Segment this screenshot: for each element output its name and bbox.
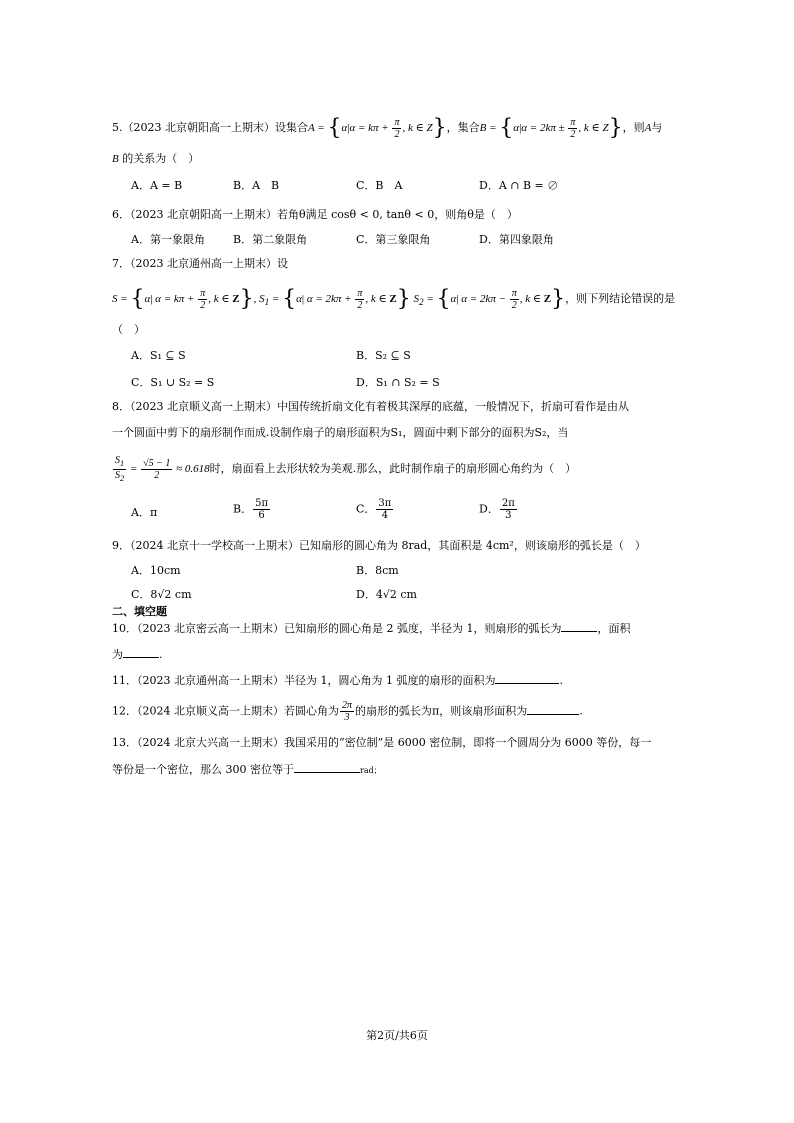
question-10-line-1 bbox=[112, 619, 630, 637]
q8-option-a: A．π bbox=[131, 506, 158, 519]
q7-option-c: C．S₁ ∪ S₂ = S bbox=[131, 376, 215, 389]
question-10-line-2 bbox=[112, 645, 163, 663]
question-6-line-1: 6．（2023 北京朝阳高一上期末）若角θ满足 cosθ < 0, tanθ < 0，则角θ是（ ） bbox=[112, 208, 518, 221]
q12-text-a: 12．（2024 北京顺义高一上期末）若圆心角为 bbox=[112, 704, 339, 718]
q5-option-a: A．A = B bbox=[131, 179, 183, 192]
q12-blank[interactable] bbox=[527, 702, 579, 715]
question-5-line-2: B 的关系为（ ） bbox=[112, 152, 200, 165]
question-5-line-1: 5.（2023 北京朝阳高一上期末）设集合A = {α|α = kπ + $\frac{\pi}{2}$ , k ∈ Z}，集合B = {α|α = 2kπ ± $\frac{\pi}{2}$ , k ∈ Z}，则A与 bbox=[112, 115, 663, 141]
q10-text-c: 为 bbox=[112, 648, 123, 661]
question-12 bbox=[112, 700, 583, 723]
q13-text-a: 等份是一个密位，那么 300 密位等于 bbox=[112, 763, 294, 776]
q10-blank-area[interactable] bbox=[123, 645, 159, 658]
q8-ratio: $\frac{S_1}{S_2}$ = $\frac{√5 - 1}{2}$ ≈ 0.618 bbox=[115, 455, 210, 483]
q7-option-d: D．S₁ ∩ S₂ = S bbox=[356, 376, 440, 389]
q9-option-d: D．4√2 cm bbox=[356, 588, 417, 601]
q9-option-b: B．8cm bbox=[356, 564, 399, 577]
q9-option-a: A．10cm bbox=[131, 564, 181, 577]
q11-blank[interactable] bbox=[495, 671, 559, 684]
question-13-line-2 bbox=[112, 760, 382, 779]
q6-option-c: C．第三象限角 bbox=[356, 233, 431, 246]
q5-tail2: 与 bbox=[651, 121, 663, 135]
q5-option-d: D．A ∩ B = ∅ bbox=[479, 179, 559, 192]
q10-text-b: ，面积 bbox=[597, 622, 631, 635]
question-7-line-1: 7．（2023 北京通州高一上期末）设 bbox=[112, 257, 288, 270]
question-11 bbox=[112, 671, 563, 689]
question-7-sets: S = {α| α = kπ + $\frac{\pi}{2}$ , k ∈ Z}, $S_1 = \{\alpha|$ α = 2kπ + $\frac{\pi}{2}$ , k ∈ Z} $S_2 = \{\alpha|$ α = 2kπ − $\frac{\pi}{2}$ , k ∈ Z}，则下列结论错误的是 bbox=[112, 286, 676, 312]
q8-option-b: B． $\frac{5\pi}{6}$ bbox=[233, 498, 269, 521]
q8-line3: 时，扇面看上去形状较为美观.那么，此时制作扇子的扇形圆心角约为（ ） bbox=[209, 462, 577, 476]
q5-lead: 5.（2023 北京朝阳高一上期末）设集合 bbox=[112, 121, 308, 135]
section-heading-fill-in: 二、填空题 bbox=[112, 605, 167, 618]
q11-text: 11．（2023 北京通州高一上期末）半径为 1，圆心角为 1 弧度的扇形的面积为 bbox=[112, 674, 496, 687]
question-13-line-1: 13．（2024 北京大兴高一上期末）我国采用的“密位制”是 6000 密位制，即将一个圆周分为 6000 等份，每一 bbox=[112, 736, 652, 749]
q7-tail: ，则下列结论错误的是 bbox=[565, 292, 676, 306]
q8-option-d: D． $\frac{2\pi}{3}$ bbox=[479, 498, 515, 521]
q6-option-d: D．第四象限角 bbox=[479, 233, 554, 246]
q10-text-d: . bbox=[159, 648, 163, 661]
question-9-line-1: 9．（2024 北京十一学校高一上期末）已知扇形的圆心角为 8rad，其面积是 4cm²，则该扇形的弧长是（ ） bbox=[112, 539, 646, 552]
q5-option-c: C．B A bbox=[356, 179, 403, 192]
q10-blank-arc[interactable] bbox=[561, 619, 597, 632]
q11-end: . bbox=[559, 674, 563, 687]
q5-setB: B = {α|α = 2kπ ± $\frac{\pi}{2}$ , k ∈ Z} bbox=[479, 115, 623, 141]
question-8-line-1: 8．（2023 北京顺义高一上期末）中国传统折扇文化有着极其深厚的底蕴，一般情况下，折扇可看作是由从 bbox=[112, 400, 629, 413]
q8-option-c: C． $\frac{3\pi}{4}$ bbox=[356, 498, 392, 521]
q5-setA: A = {α|α = kπ + $\frac{\pi}{2}$ , k ∈ Z} bbox=[308, 115, 447, 141]
q7-paren: （ ） bbox=[112, 323, 145, 336]
q5-mid: ，集合 bbox=[446, 121, 480, 135]
q6-option-a: A．第一象限角 bbox=[131, 233, 205, 246]
question-8-line-2: 一个圆面中剪下的扇形制作而成.设制作扇子的扇形面积为S₁，圆面中剩下部分的面积为S₂，当 bbox=[112, 426, 569, 439]
q6-option-b: B．第二象限角 bbox=[233, 233, 308, 246]
q13-blank[interactable] bbox=[294, 760, 360, 773]
q5-tail: ，则 bbox=[622, 121, 645, 135]
q7-option-a: A．S₁ ⊆ S bbox=[131, 349, 186, 362]
page-footer: 第2页/共6页 bbox=[366, 1029, 428, 1042]
question-8-line-3 bbox=[112, 455, 576, 484]
q10-text-a: 10．（2023 北京密云高一上期末）已知扇形的圆心角是 2 弧度，半径为 1，则扇形的弧长为 bbox=[112, 622, 562, 635]
q12-end: . bbox=[579, 704, 583, 718]
q12-text-b: 的扇形的弧长为π，则该扇形面积为 bbox=[355, 704, 528, 718]
q5-line2: 的关系为（ ） bbox=[122, 152, 200, 165]
q12-fraction: $\frac{2\pi}{3}$ bbox=[342, 700, 353, 723]
q13-unit: rad； bbox=[360, 766, 382, 775]
q9-option-c: C．8√2 cm bbox=[131, 588, 192, 601]
q5-option-b: B．A B bbox=[233, 179, 280, 192]
q7-option-b: B．S₂ ⊆ S bbox=[356, 349, 411, 362]
